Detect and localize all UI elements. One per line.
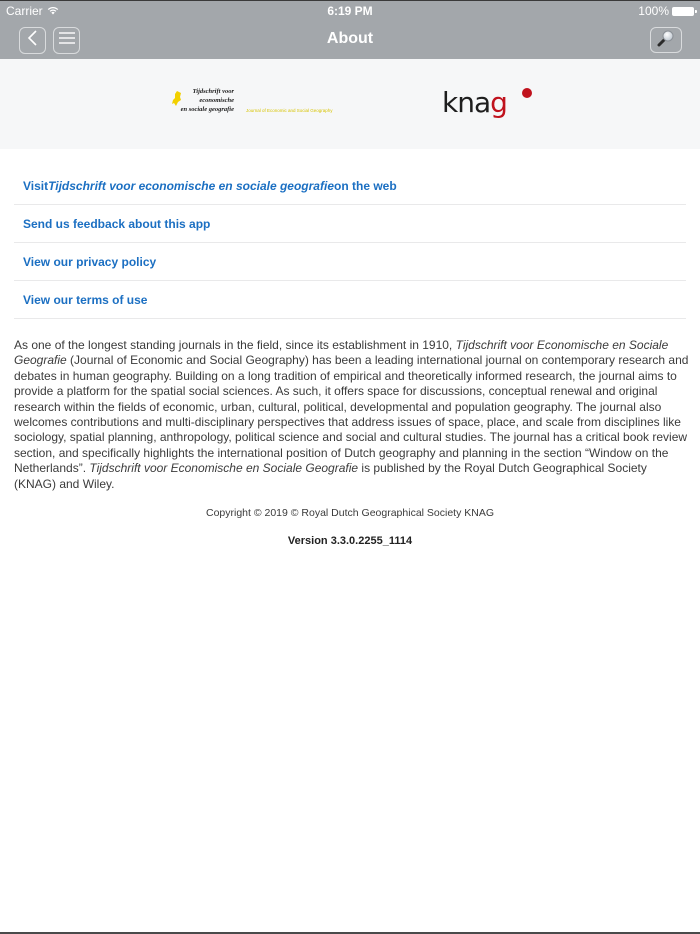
battery-percent: 100% bbox=[638, 4, 669, 18]
navigation-bar bbox=[0, 21, 700, 60]
knag-logo bbox=[442, 83, 507, 123]
copyright-text: Copyright © 2019 © Royal Dutch Geographical Society KNAG bbox=[205, 507, 495, 519]
privacy-policy-link[interactable]: View our privacy policy bbox=[14, 243, 686, 281]
magnifier-icon bbox=[656, 28, 676, 53]
journal-logo-subtitle: Journal of Economic and Social Geography bbox=[246, 108, 333, 113]
battery-full-icon bbox=[672, 7, 694, 16]
knag-wordmark: knag bbox=[442, 86, 507, 119]
version-text: Version 3.3.0.2255_1114 bbox=[287, 535, 413, 547]
top-bar bbox=[0, 0, 700, 59]
knag-dot-icon bbox=[522, 88, 532, 98]
search-button[interactable] bbox=[650, 27, 682, 53]
about-description: As one of the longest standing journals in the field, since its establishment in 1910, Tijdschrift voor Economische en Sociale Geografie (Journal of Economic and Social Geography) has been a leading international journal on contemporary research and debates in human geography. Building on a long tradition of empirical and theoretically informed research, the journal aims to provide a platform for the spatial social sciences. As such, it offers space for discussions, conceptual renewal and original research within the fields of economic, urban, cultural, political, developmental and population geography. The journal also welcomes contributions and multi-disciplinary perspectives that address issues of space, place, and scale from disciplines like sociology, spatial planning, anthropology, political science and social and cultural studies. The journal has a critical book review section, and specifically highlights the international position of Dutch geography and planning in the section “Window on the Netherlands”. Tijdschrift voor Economische en Sociale Geografie is published by the Royal Dutch Geographical Society (KNAG) and Wiley. bbox=[14, 338, 689, 491]
status-time: 6:19 PM bbox=[327, 4, 373, 18]
send-feedback-link[interactable]: Send us feedback about this app bbox=[14, 205, 686, 243]
status-bar bbox=[0, 1, 700, 21]
battery-indicator bbox=[638, 4, 694, 18]
logo-strip bbox=[0, 59, 700, 149]
links-list bbox=[14, 167, 686, 319]
journal-logo-text: Tijdschrift voor economische en sociale geografie bbox=[180, 88, 234, 113]
visit-journal-link[interactable]: Visit Tijdschrift voor economische en sociale geografie on the web bbox=[14, 167, 686, 205]
page-title: About bbox=[326, 30, 374, 47]
terms-of-use-link[interactable]: View our terms of use bbox=[14, 281, 686, 319]
journal-logo bbox=[166, 87, 338, 119]
carrier-label: Carrier bbox=[6, 4, 43, 18]
